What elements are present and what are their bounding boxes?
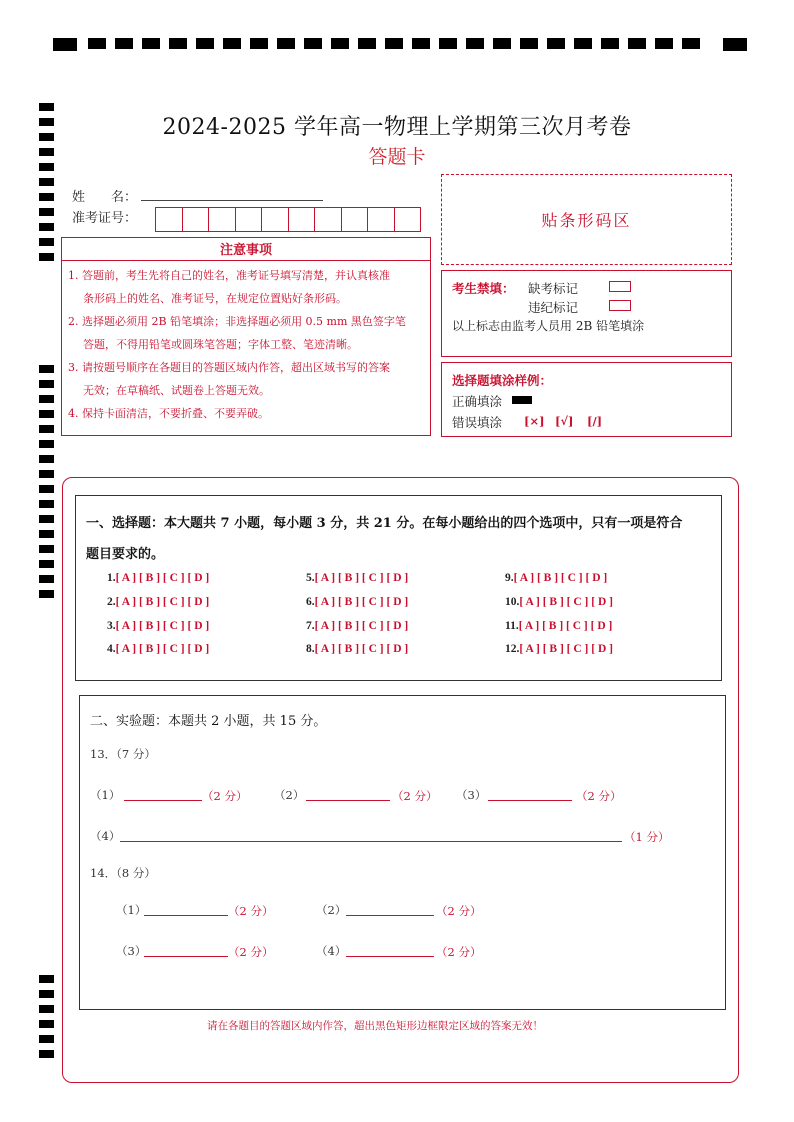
choice-options[interactable]: [ A ] [ B ] [ C ] [ D ]	[314, 620, 409, 632]
notice-title: 注意事项	[219, 243, 272, 258]
q14-part-2-answer[interactable]	[346, 903, 434, 916]
q13-label: 13．（7 分）	[90, 747, 156, 761]
q13-part-3-label: （3）	[456, 788, 487, 802]
notice-item: 2. 选择题必须用 2B 铅笔填涂；非选择题必须用 0.5 mm 黑色签字笔	[68, 315, 406, 328]
exam-id-boxes[interactable]	[155, 207, 421, 232]
choice-row-6[interactable]	[306, 596, 408, 608]
q14-part-1-answer[interactable]	[144, 903, 228, 916]
q14-part-3-points: （2 分）	[228, 945, 274, 959]
choice-row-7[interactable]	[306, 620, 408, 632]
q13-part-1-answer[interactable]	[124, 788, 202, 801]
q14-part-3-answer[interactable]	[144, 944, 228, 957]
q13-part-4-label: （4）	[90, 829, 121, 843]
q14-part-1-points: （2 分）	[228, 904, 274, 918]
question-number: 12.	[505, 643, 520, 655]
fill-sample-box	[441, 362, 732, 437]
exam-id-digit-box[interactable]	[262, 208, 289, 231]
barcode-label: 贴条形码区	[541, 211, 632, 230]
question-number: 7.	[306, 620, 315, 632]
q14-part-4-points: （2 分）	[436, 945, 482, 959]
exam-id-digit-box[interactable]	[315, 208, 342, 231]
section-choice	[75, 495, 722, 681]
q14-part-4-answer[interactable]	[346, 944, 434, 957]
question-number: 5.	[306, 572, 315, 584]
section-experiment	[79, 695, 726, 1010]
choice-options[interactable]: [ A ] [ B ] [ C ] [ D ]	[115, 620, 210, 632]
footer-note: 请在各题目的答题区域内作答，超出黑色矩形边框限定区域的答案无效！	[207, 1020, 543, 1032]
correct-fill-sample	[512, 396, 532, 404]
question-number: 10.	[505, 596, 520, 608]
exam-id-digit-box[interactable]	[209, 208, 236, 231]
choice-row-3[interactable]	[107, 620, 209, 632]
question-number: 2.	[107, 596, 116, 608]
page-subtitle: 答题卡	[368, 146, 426, 168]
section-choice-instructions-cont: 题目要求的。	[86, 547, 165, 562]
q13-part-3-answer[interactable]	[488, 788, 572, 801]
notice-item: 4. 保持卡面清洁，不要折叠、不要弄破。	[68, 407, 269, 420]
choice-options[interactable]: [ A ] [ B ] [ C ] [ D ]	[314, 572, 409, 584]
exam-id-digit-box[interactable]	[156, 208, 183, 231]
q14-part-2-points: （2 分）	[436, 904, 482, 918]
q14-label: 14．（8 分）	[90, 866, 156, 880]
prohibited-label: 考生禁填：	[452, 281, 515, 296]
notice-title-box	[61, 237, 431, 261]
choice-options[interactable]: [ A ] [ B ] [ C ] [ D ]	[115, 643, 210, 655]
choice-row-12[interactable]	[505, 643, 613, 655]
question-number: 6.	[306, 596, 315, 608]
choice-row-4[interactable]	[107, 643, 209, 655]
notice-box	[61, 260, 431, 436]
absent-mark-box[interactable]	[609, 281, 631, 292]
exam-id-digit-box[interactable]	[395, 208, 421, 231]
exam-id-digit-box[interactable]	[236, 208, 263, 231]
exam-id-label: 准考证号：	[72, 211, 138, 226]
q13-part-2-answer[interactable]	[306, 788, 390, 801]
choice-options[interactable]: [ A ] [ B ] [ C ] [ D ]	[115, 596, 210, 608]
choice-row-8[interactable]	[306, 643, 408, 655]
question-number: 11.	[505, 620, 519, 632]
prohibited-box	[441, 270, 732, 357]
question-number: 1.	[107, 572, 116, 584]
q13-part-1-label: （1）	[90, 788, 121, 802]
q14-part-2-label: （2）	[316, 903, 347, 917]
exam-id-digit-box[interactable]	[183, 208, 210, 231]
exam-id-digit-box[interactable]	[342, 208, 369, 231]
choice-row-11[interactable]	[505, 620, 612, 632]
question-number: 3.	[107, 620, 116, 632]
choice-options[interactable]: [ A ] [ B ] [ C ] [ D ]	[513, 572, 608, 584]
choice-options[interactable]: [ A ] [ B ] [ C ] [ D ]	[519, 596, 613, 608]
prohibited-note: 以上标志由监考人员用 2B 铅笔填涂	[452, 319, 645, 333]
notice-item: 条形码上的姓名、准考证号，在规定位置贴好条形码。	[83, 292, 347, 305]
fill-sample-title: 选择题填涂样例：	[452, 373, 553, 388]
question-number: 9.	[505, 572, 514, 584]
choice-row-5[interactable]	[306, 572, 408, 584]
correct-fill-label: 正确填涂	[452, 394, 503, 409]
section-choice-instructions: 一、选择题：本大题共 7 小题，每小题 3 分，共 21 分。在每小题给出的四个选项中，只有一项是符合	[86, 516, 683, 531]
q13-part-4-points: （1 分）	[624, 830, 670, 844]
page-title: 2024-2025 学年高一物理上学期第三次月考卷	[162, 115, 632, 140]
q13-part-3-points: （2 分）	[576, 789, 622, 803]
section-experiment-title: 二、实验题：本题共 2 小题，共 15 分。	[90, 714, 327, 729]
q14-part-4-label: （4）	[316, 944, 347, 958]
choice-options[interactable]: [ A ] [ B ] [ C ] [ D ]	[115, 572, 210, 584]
choice-row-9[interactable]	[505, 572, 607, 584]
notice-item: 3. 请按题号顺序在各题目的答题区域内作答，超出区域书写的答案	[68, 361, 390, 374]
choice-row-1[interactable]	[107, 572, 209, 584]
wrong-mark-check: [√]	[555, 414, 574, 428]
q13-part-2-points: （2 分）	[392, 789, 438, 803]
q13-part-4-answer[interactable]	[120, 829, 622, 842]
choice-options[interactable]: [ A ] [ B ] [ C ] [ D ]	[314, 643, 409, 655]
violation-mark-label: 违纪标记	[528, 300, 579, 315]
exam-id-digit-box[interactable]	[289, 208, 316, 231]
name-field[interactable]	[141, 200, 323, 201]
wrong-mark-cross: [×]	[524, 414, 545, 428]
wrong-mark-slash: [/]	[587, 414, 603, 428]
choice-options[interactable]: [ A ] [ B ] [ C ] [ D ]	[314, 596, 409, 608]
wrong-fill-label: 错误填涂	[452, 415, 503, 430]
notice-item: 1. 答题前，考生先将自己的姓名，准考证号填写清楚，并认真核准	[68, 269, 390, 282]
q13-part-1-points: （2 分）	[202, 789, 248, 803]
exam-id-digit-box[interactable]	[368, 208, 395, 231]
q14-part-1-label: （1）	[116, 903, 147, 917]
choice-row-10[interactable]	[505, 596, 613, 608]
question-number: 8.	[306, 643, 315, 655]
question-number: 4.	[107, 643, 116, 655]
barcode-area	[441, 174, 732, 265]
choice-options[interactable]: [ A ] [ B ] [ C ] [ D ]	[518, 620, 613, 632]
absent-mark-label: 缺考标记	[528, 281, 579, 296]
q14-part-3-label: （3）	[116, 944, 147, 958]
choice-options[interactable]: [ A ] [ B ] [ C ] [ D ]	[519, 643, 613, 655]
violation-mark-box[interactable]	[609, 300, 631, 311]
q13-part-2-label: （2）	[274, 788, 305, 802]
name-label: 姓 名：	[72, 190, 138, 205]
notice-item: 答题，不得用铅笔或圆珠笔答题；字体工整、笔迹清晰。	[83, 338, 358, 351]
choice-row-2[interactable]	[107, 596, 209, 608]
notice-item: 无效；在草稿纸、试题卷上答题无效。	[83, 384, 270, 397]
